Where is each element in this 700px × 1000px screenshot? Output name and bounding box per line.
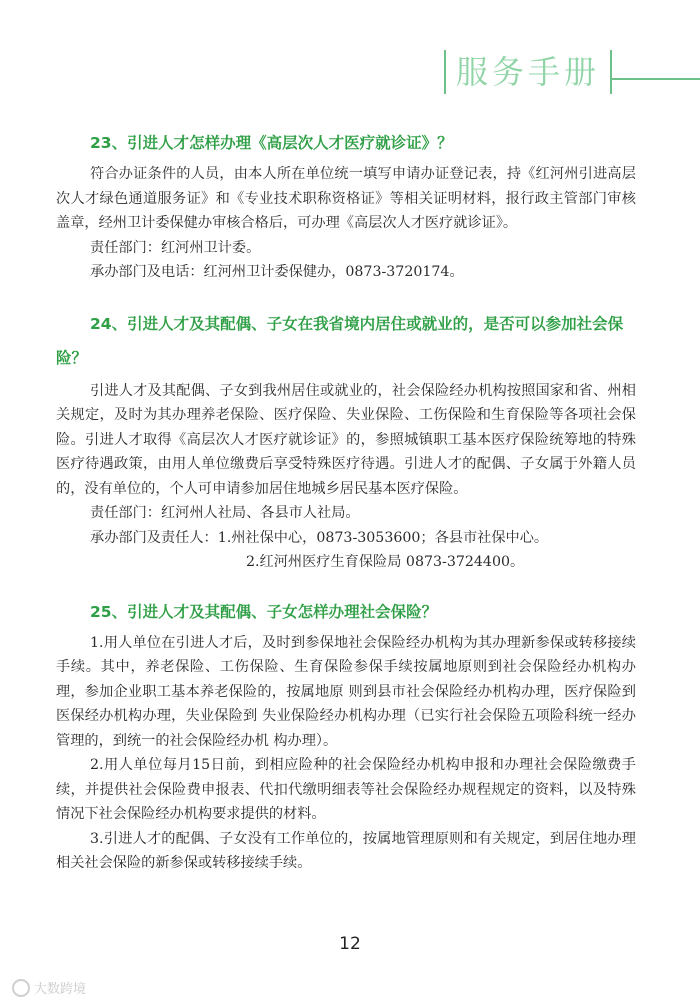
header-rule (612, 78, 700, 80)
section-header (444, 44, 612, 100)
watermark-logo-icon (12, 979, 30, 997)
answer-paragraph-3: 3.引进人才的配偶、子女没有工作单位的，按属地管理原则和有关规定，到居住地办理相关社会保险的新参保或转移接续手续。 (56, 830, 636, 871)
responsible-department: 责任部门：红河州人社局、各县市人社局。 (90, 505, 360, 521)
question-24 (56, 307, 636, 575)
contact-info: 承办部门及责任人：1.州社保中心，0873-3053600；各县市社保中心。 (90, 529, 549, 546)
answer-paragraph-2: 2.用人单位每月15日前，到相应险种的社会保险经办机构申报和办理社会保险缴费手续，并提供社会保险费申报表、代扣代缴明细表等社会保险经办规程规定的资料，以及特殊情况下社会保险经办机构要求提供的材料。 (56, 757, 636, 822)
answer-paragraph-1: 1.用人单位在引进人才后，及时到参保地社会保险经办机构为其办理新参保或转移接续手续。其中，养老保险、工伤保险、生育保险参保手续按属地原则到社会保险经办机构办理，参加企业职工基本养老保险的，按属地原 则到县市社会保险经办机构办理，医疗保险到医保经办机构办理，失业保险到 失业保险经办机构办理（已实行社会保险五项险科统一经办管理的，到统一的社会保险经办机 构办理）。 (56, 634, 636, 749)
question-title: 25、引进人才及其配偶、子女怎样办理社会保险？ (90, 602, 438, 621)
answer-body: 引进人才及其配偶、子女到我州居住或就业的，社会保险经办机构按照国家和省、州相关规定，及时为其办理养老保险、医疗保险、失业保险、工伤保险和生育保险等各项社会保险。引进人才取得《高层次人才医疗就诊证》的，参照城镇职工基本医疗保险统筹地的特殊医疗待遇政策，由用人单位缴费后享受特殊医疗待遇。引进人才的配偶、子女属于外籍人员的，没有单位的，个人可申请参加居住地城乡居民基本医疗保险。 (56, 382, 636, 497)
main-content (56, 128, 636, 894)
question-title: 24、引进人才及其配偶、子女在我省境内居住或就业的，是否可以参加社会保险？ (56, 314, 624, 367)
header-title: 服务手册 (455, 53, 600, 91)
question-title: 23、引进人才怎样办理《高层次人才医疗就诊证》？ (90, 134, 453, 152)
question-25 (56, 597, 636, 876)
watermark (12, 978, 86, 997)
question-23 (56, 128, 636, 285)
contact-info: 承办部门及电话：红河州卫计委保健办，0873-3720174。 (90, 264, 464, 280)
watermark-text: 大数跨境 (34, 982, 87, 997)
header-right-bar (610, 50, 612, 94)
contact-info-secondary: 2.红河州医疗生育保险局 0873-3724400。 (246, 554, 525, 570)
answer-body: 符合办证条件的人员，由本人所在单位统一填写申请办证登记表，持《红河州引进高层次人才绿色通道服务证》和《专业技术职称资格证》等相关证明材料，报行政主管部门审核盖章，经州卫计委保健办审核合格后，可办理《高层次人才医疗就诊证》。 (56, 166, 636, 231)
responsible-department: 责任部门：红河州卫计委。 (90, 239, 261, 256)
page-number: 12 (339, 934, 361, 954)
